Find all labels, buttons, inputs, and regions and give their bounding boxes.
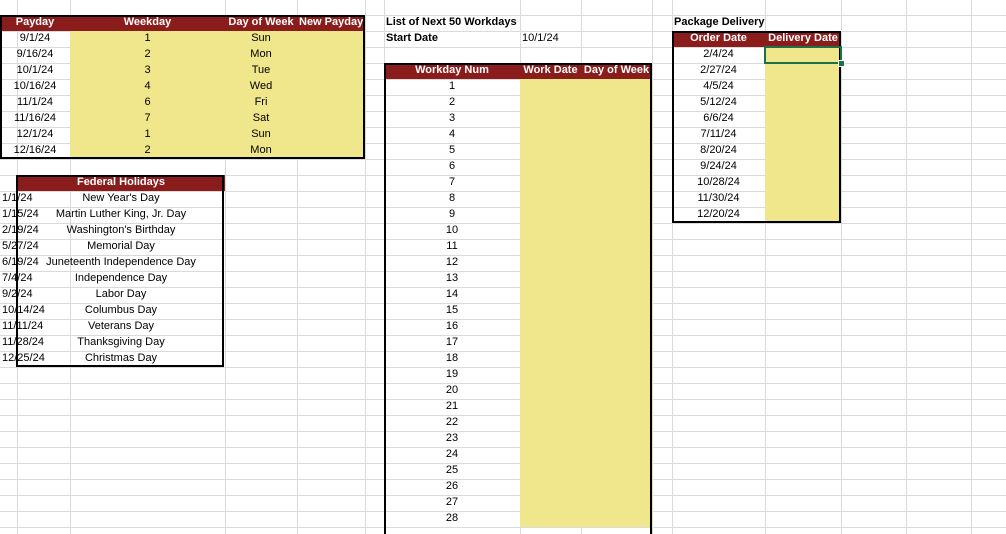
delivery-date-cell[interactable] (765, 143, 841, 159)
delivery-date-cell[interactable] (765, 175, 841, 191)
wd-day-of-week-cell[interactable] (581, 463, 652, 479)
holiday-name-cell[interactable]: Thanksgiving Day (77, 336, 165, 348)
day-of-week-cell[interactable]: Mon (225, 143, 297, 159)
work-date-cell[interactable] (520, 479, 581, 495)
holiday-name-cell[interactable]: New Year's Day (82, 192, 160, 204)
day-of-week-cell[interactable]: Sun (225, 127, 297, 143)
holiday-date-cell[interactable]: 7/4/24 (2, 272, 33, 284)
work-date-cell[interactable] (520, 319, 581, 335)
order-date-cell[interactable]: 5/12/24 (700, 96, 737, 108)
payday-header[interactable]: Payday (0, 15, 70, 31)
holiday-name-cell[interactable]: Columbus Day (84, 304, 158, 316)
payday-date-cell[interactable]: 12/1/24 (16, 128, 54, 140)
delivery-date-header[interactable]: Delivery Date (765, 31, 841, 47)
workdays-title[interactable]: List of Next 50 Workdays (386, 16, 517, 28)
weekday-cell[interactable]: 7 (70, 111, 225, 127)
order-date-cell[interactable]: 10/28/24 (697, 176, 740, 188)
work-date-cell[interactable] (520, 175, 581, 191)
work-date-cell[interactable] (520, 255, 581, 271)
wd-day-of-week-cell[interactable] (581, 239, 652, 255)
workday-num-cell[interactable]: 5 (448, 144, 456, 156)
day-of-week-header[interactable]: Day of Week (225, 15, 297, 31)
holiday-date-cell[interactable]: 11/28/24 (2, 336, 45, 348)
workday-num-cell[interactable]: 20 (445, 384, 459, 396)
wd-day-of-week-cell[interactable] (581, 95, 652, 111)
new-payday-header[interactable]: New Payday (297, 15, 365, 31)
work-date-cell[interactable] (520, 511, 581, 527)
holiday-date-cell[interactable]: 11/11/24 (2, 320, 44, 332)
workday-num-cell[interactable]: 19 (445, 368, 459, 380)
wd-day-of-week-cell[interactable] (581, 111, 652, 127)
workday-num-cell[interactable]: 23 (445, 432, 459, 444)
wd-day-of-week-cell[interactable] (581, 319, 652, 335)
grid-row-line (0, 527, 1006, 528)
work-date-cell[interactable] (520, 79, 581, 95)
holiday-name-cell[interactable]: Washington's Birthday (66, 224, 176, 236)
order-date-cell[interactable]: 12/20/24 (697, 208, 740, 220)
wd-day-of-week-cell[interactable] (581, 191, 652, 207)
new-payday-cell[interactable] (297, 143, 365, 159)
wd-day-of-week-cell[interactable] (581, 367, 652, 383)
order-date-cell[interactable]: 2/27/24 (700, 64, 737, 76)
day-of-week-cell[interactable]: Wed (225, 79, 297, 95)
workday-num-cell[interactable]: 3 (448, 112, 456, 124)
grid-column-line (841, 0, 842, 534)
payday-date-cell[interactable]: 10/1/24 (16, 64, 54, 76)
work-date-cell[interactable] (520, 415, 581, 431)
payday-date-cell[interactable]: 9/16/24 (16, 48, 54, 60)
new-payday-cell[interactable] (297, 127, 365, 143)
day-of-week-cell[interactable]: Sat (225, 111, 297, 127)
workday-num-cell[interactable]: 10 (445, 224, 459, 236)
delivery-date-cell[interactable] (765, 111, 841, 127)
order-date-cell[interactable]: 7/11/24 (700, 128, 737, 140)
delivery-date-cell[interactable] (765, 79, 841, 95)
workday-num-header[interactable]: Workday Num (384, 63, 520, 79)
payday-date-cell[interactable]: 11/16/24 (13, 112, 56, 124)
holiday-name-cell[interactable]: Veterans Day (87, 320, 155, 332)
work-date-cell[interactable] (520, 303, 581, 319)
work-date-cell[interactable] (520, 127, 581, 143)
start-date-label[interactable]: Start Date (386, 32, 438, 44)
federal-holidays-header[interactable]: Federal Holidays (17, 175, 225, 191)
workday-num-cell[interactable]: 11 (446, 240, 458, 252)
wd-day-of-week-header[interactable]: Day of Week (581, 63, 652, 79)
work-date-cell[interactable] (520, 367, 581, 383)
holiday-name-cell[interactable]: Memorial Day (87, 240, 155, 252)
wd-day-of-week-cell[interactable] (581, 335, 652, 351)
workday-num-cell[interactable]: 18 (445, 352, 459, 364)
wd-day-of-week-cell[interactable] (581, 383, 652, 399)
holiday-date-cell[interactable]: 10/14/24 (2, 304, 45, 316)
order-date-cell[interactable]: 8/20/24 (700, 144, 737, 156)
work-date-cell[interactable] (520, 95, 581, 111)
workday-num-cell[interactable]: 17 (445, 336, 459, 348)
workday-num-cell[interactable]: 25 (445, 464, 459, 476)
holiday-date-cell[interactable]: 12/25/24 (2, 352, 45, 364)
new-payday-cell[interactable] (297, 47, 365, 63)
workday-num-cell[interactable]: 12 (445, 256, 459, 268)
wd-day-of-week-cell[interactable] (581, 207, 652, 223)
order-date-cell[interactable]: 9/24/24 (700, 160, 737, 172)
work-date-cell[interactable] (520, 335, 581, 351)
weekday-header[interactable]: Weekday (70, 15, 225, 31)
workday-num-cell[interactable]: 2 (448, 96, 456, 108)
holiday-name-cell[interactable]: Labor Day (95, 288, 147, 300)
weekday-cell[interactable]: 1 (70, 31, 225, 47)
day-of-week-cell[interactable]: Sun (225, 31, 297, 47)
wd-day-of-week-cell[interactable] (581, 415, 652, 431)
work-date-cell[interactable] (520, 207, 581, 223)
work-date-cell[interactable] (520, 495, 581, 511)
order-date-cell[interactable]: 11/30/24 (697, 192, 740, 204)
work-date-cell[interactable] (520, 111, 581, 127)
work-date-cell[interactable] (520, 223, 581, 239)
delivery-date-cell[interactable] (765, 95, 841, 111)
holiday-name-cell[interactable]: Juneteenth Independence Day (46, 256, 196, 268)
holiday-date-cell[interactable]: 1/15/24 (2, 208, 39, 220)
work-date-cell[interactable] (520, 159, 581, 175)
wd-day-of-week-cell[interactable] (581, 271, 652, 287)
work-date-cell[interactable] (520, 399, 581, 415)
workday-num-cell[interactable]: 24 (445, 448, 459, 460)
wd-day-of-week-cell[interactable] (581, 447, 652, 463)
delivery-date-cell[interactable] (765, 159, 841, 175)
workday-num-cell[interactable]: 8 (448, 192, 456, 204)
start-date-value[interactable]: 10/1/24 (522, 32, 559, 44)
wd-day-of-week-cell[interactable] (581, 431, 652, 447)
work-date-cell[interactable] (520, 447, 581, 463)
holiday-date-cell[interactable]: 1/1/24 (2, 192, 33, 204)
delivery-date-cell[interactable] (765, 207, 841, 223)
new-payday-cell[interactable] (297, 95, 365, 111)
order-date-cell[interactable]: 2/4/24 (703, 48, 734, 60)
order-date-cell[interactable]: 6/6/24 (703, 112, 734, 124)
delivery-date-cell[interactable] (765, 63, 841, 79)
new-payday-cell[interactable] (297, 111, 365, 127)
delivery-date-cell[interactable] (765, 47, 841, 63)
wd-day-of-week-cell[interactable] (581, 127, 652, 143)
weekday-cell[interactable]: 3 (70, 63, 225, 79)
work-date-cell[interactable] (520, 191, 581, 207)
workday-num-cell[interactable]: 21 (445, 400, 459, 412)
day-of-week-cell[interactable]: Tue (225, 63, 297, 79)
grid-column-line (652, 0, 653, 534)
holiday-date-cell[interactable]: 2/19/24 (2, 224, 39, 236)
wd-day-of-week-cell[interactable] (581, 287, 652, 303)
grid-column-line (971, 0, 972, 534)
workday-num-cell[interactable]: 6 (448, 160, 456, 172)
work-date-cell[interactable] (520, 143, 581, 159)
wd-day-of-week-cell[interactable] (581, 255, 652, 271)
work-date-cell[interactable] (520, 383, 581, 399)
holiday-date-cell[interactable]: 6/19/24 (2, 256, 39, 268)
delivery-date-cell[interactable] (765, 127, 841, 143)
workday-num-cell[interactable]: 15 (445, 304, 459, 316)
wd-day-of-week-cell[interactable] (581, 351, 652, 367)
holiday-date-cell[interactable]: 5/27/24 (2, 240, 39, 252)
grid-column-line (365, 0, 366, 534)
weekday-cell[interactable]: 4 (70, 79, 225, 95)
payday-date-cell[interactable]: 11/1/24 (17, 96, 53, 108)
workday-num-cell[interactable]: 27 (445, 496, 459, 508)
wd-day-of-week-cell[interactable] (581, 511, 652, 527)
wd-day-of-week-cell[interactable] (581, 399, 652, 415)
workday-num-cell[interactable]: 28 (445, 512, 459, 524)
workday-num-cell[interactable]: 22 (445, 416, 459, 428)
weekday-cell[interactable]: 1 (70, 127, 225, 143)
workday-num-cell[interactable]: 9 (448, 208, 456, 220)
wd-day-of-week-cell[interactable] (581, 495, 652, 511)
order-date-cell[interactable]: 4/5/24 (703, 80, 734, 92)
payday-date-cell[interactable]: 9/1/24 (19, 32, 51, 44)
wd-day-of-week-cell[interactable] (581, 479, 652, 495)
package-delivery-title[interactable]: Package Delivery (674, 16, 765, 28)
weekday-cell[interactable]: 6 (70, 95, 225, 111)
payday-date-cell[interactable]: 10/16/24 (13, 80, 57, 92)
work-date-cell[interactable] (520, 463, 581, 479)
holiday-name-cell[interactable]: Christmas Day (84, 352, 158, 364)
workday-num-cell[interactable]: 14 (445, 288, 459, 300)
work-date-cell[interactable] (520, 271, 581, 287)
work-date-header[interactable]: Work Date (520, 63, 581, 79)
grid-column-line (906, 0, 907, 534)
wd-day-of-week-cell[interactable] (581, 79, 652, 95)
wd-day-of-week-cell[interactable] (581, 159, 652, 175)
day-of-week-cell[interactable]: Mon (225, 47, 297, 63)
workday-num-cell[interactable]: 13 (445, 272, 459, 284)
workday-num-cell[interactable]: 26 (445, 480, 459, 492)
wd-day-of-week-cell[interactable] (581, 175, 652, 191)
weekday-cell[interactable]: 2 (70, 47, 225, 63)
new-payday-cell[interactable] (297, 79, 365, 95)
fill-handle[interactable] (838, 60, 845, 67)
delivery-date-cell[interactable] (765, 191, 841, 207)
workday-num-cell[interactable]: 1 (448, 80, 456, 92)
wd-day-of-week-cell[interactable] (581, 303, 652, 319)
payday-date-cell[interactable]: 12/16/24 (13, 144, 57, 156)
weekday-cell[interactable]: 2 (70, 143, 225, 159)
holiday-date-cell[interactable]: 9/2/24 (2, 288, 33, 300)
new-payday-cell[interactable] (297, 31, 365, 47)
work-date-cell[interactable] (520, 287, 581, 303)
work-date-cell[interactable] (520, 431, 581, 447)
holiday-name-cell[interactable]: Martin Luther King, Jr. Day (55, 208, 187, 220)
order-date-header[interactable]: Order Date (672, 31, 765, 47)
workday-num-cell[interactable]: 16 (445, 320, 459, 332)
day-of-week-cell[interactable]: Fri (225, 95, 297, 111)
work-date-cell[interactable] (520, 351, 581, 367)
workday-num-cell[interactable]: 4 (448, 128, 456, 140)
workday-num-cell[interactable]: 7 (448, 176, 456, 188)
work-date-cell[interactable] (520, 239, 581, 255)
wd-day-of-week-cell[interactable] (581, 143, 652, 159)
holiday-name-cell[interactable]: Independence Day (74, 272, 168, 284)
wd-day-of-week-cell[interactable] (581, 223, 652, 239)
new-payday-cell[interactable] (297, 63, 365, 79)
